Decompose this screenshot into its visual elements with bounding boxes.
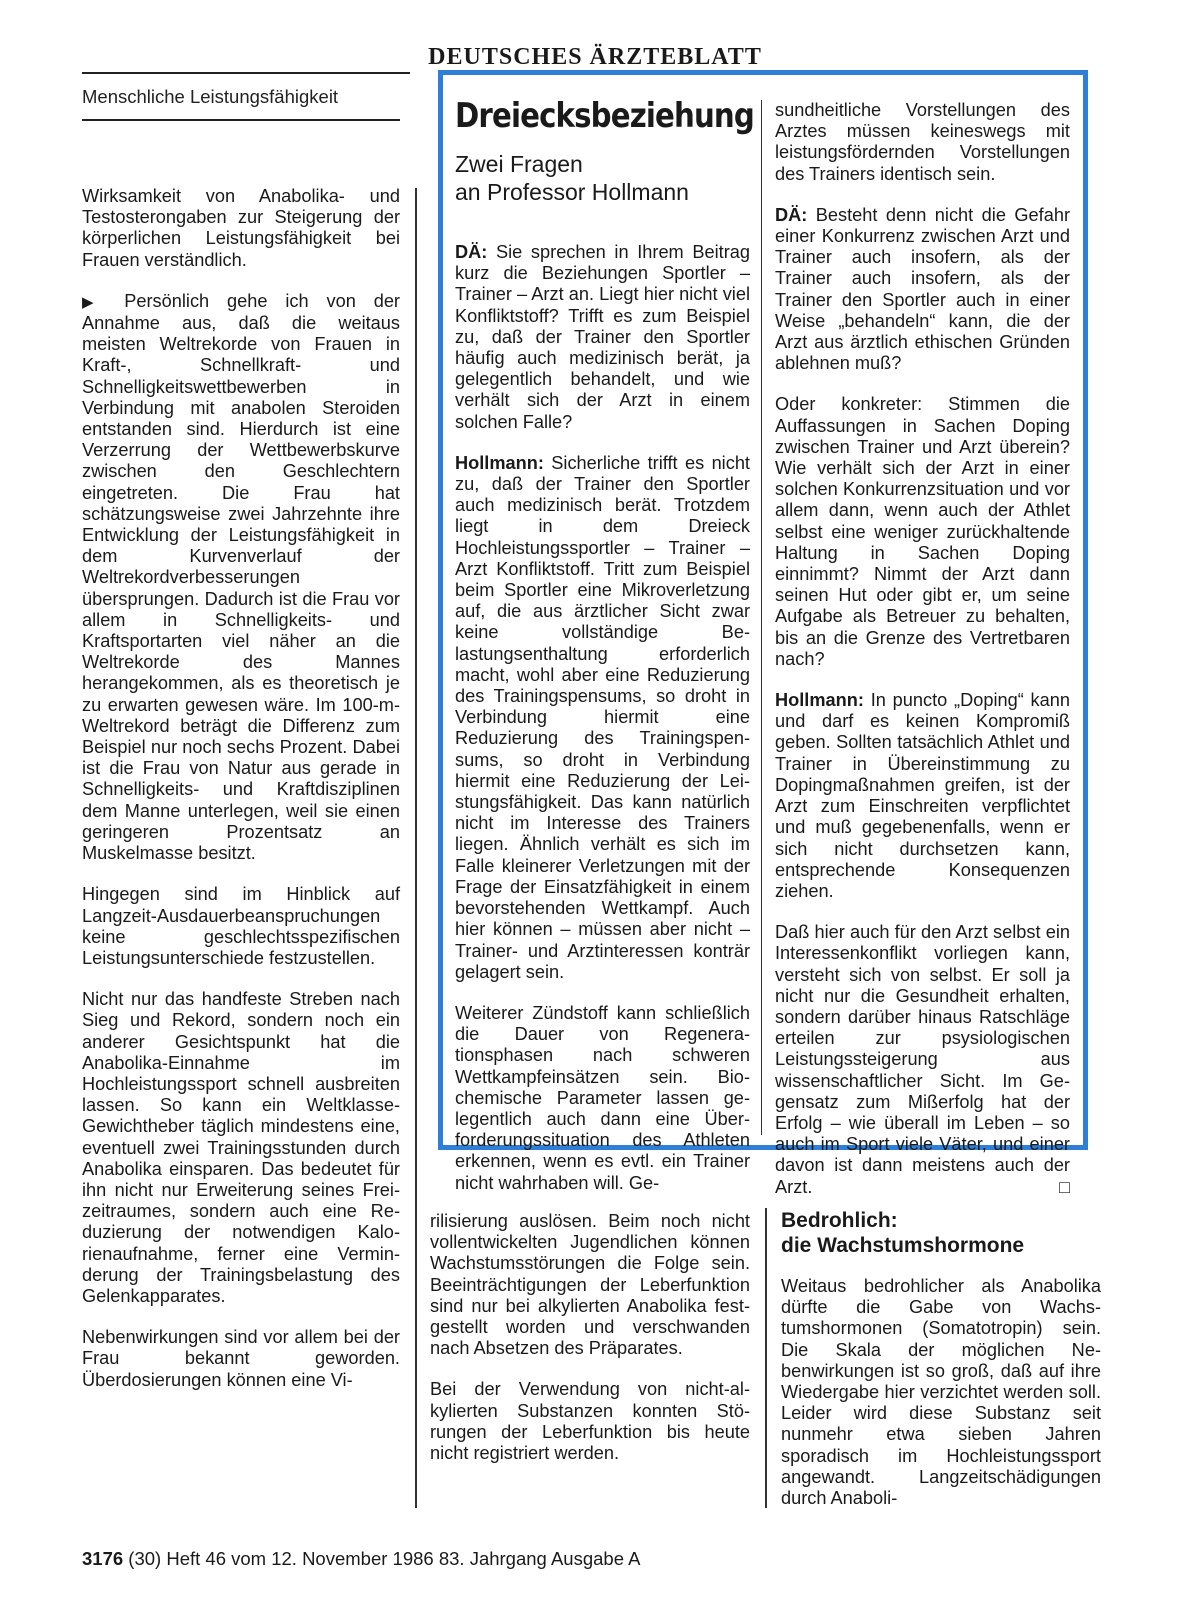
paragraph: Bei der Verwendung von nicht-alkylierten Substanzen konnten Störungen der Leberfunktion bis heute nicht registriert werden. — [430, 1379, 750, 1464]
question-paragraph: Oder konkreter: Stimmen die Auffassungen in Sachen Doping zwischen Trainer und Arzt überein? Wie verhält sich der Arzt in einer solchen Konkurrenzsituation und vor allem dann, wenn auch der Athlet selbst eine weniger zurückhaltende Haltung in Sachen Doping einnimmt? Nimmt der Arzt dann seinen Hut oder gibt er, um seine Aufgabe als Betreuer zu behalten, bis an die Grenze des Vertretbaren nach? — [775, 394, 1070, 669]
paragraph: Nebenwirkungen sind vor allem bei der Frau bekannt geworden. Überdosierungen können eine Vi- — [82, 1327, 400, 1390]
speaker-label: DÄ: — [775, 204, 808, 225]
article-column-1 — [82, 186, 400, 1391]
speaker-label: Hollmann: — [455, 452, 544, 473]
box-subheading-line: an Professor Hollmann — [455, 179, 689, 205]
question-paragraph — [455, 242, 750, 433]
question-text: Besteht denn nicht die Gefahr einer Konkurrenz zwischen Arzt und Trainer auch insofern, als der Trainer auch insofern, als der Trainer den Sportler auch in einer Weise „behandeln“ kann, die der Arzt aus ärztlich ethischen Gründen ablehnen muß? — [775, 204, 1070, 374]
article-column-2 — [430, 1211, 750, 1464]
page-footer — [82, 1548, 640, 1570]
subheading-line: die Wachstumshormone — [781, 1234, 1025, 1257]
paragraph: rilisierung auslösen. Beim noch nicht vollentwickelten Jugendlichen können Wachstumsstörungen die Folge sein. Beeinträchtigungen der Leberfunktion sind nur bei alkylierten Anabolika festgestellt worden und verschwanden nach Absetzen des Präparates. — [430, 1211, 750, 1359]
paragraph-text: Persönlich gehe ich von der Annahme aus, daß die weitaus meisten Weltrekorde von Frauen in Kraft-, Schnellkraft- und Schnelligkeitswettbewerben in Verbindung mit anabolen Steroiden entstanden sind. Hierdurch ist eine Verzerrung der Wettbewerbskurve zwischen den Geschlechtern eingetreten. Die Frau hat schätzungsweise zwei Jahrzehnte ihre Entwicklung der Leistungsfähigkeit in dem Kurvenverlauf der Weltrekordverbesserungen übersprungen. Dadurch ist die Frau vor allem in Schnelligkeits- und Kraftsportarten viel näher an die Weltrekorde des Mannes herangekommen, als es theoretisch je zu erwarten gewesen wäre. Im 100-m-Weltrekord beträgt die Differenz zum Beispiel nur noch sechs Prozent. Dabei ist die Frau von Natur aus gerade in Schnelligkeits- und Kraftdisziplinen dem Manne unterlegen, weil sie einen geringeren Prozentsatz an Muskelmasse besitzt. — [82, 290, 400, 864]
paragraph: Hingegen sind im Hinblick auf Langzeit-Ausdauerbeanspruchungen keine geschlechtsspezifischen Leistungsunterschiede festzustellen. — [82, 884, 400, 968]
box-column-right — [775, 100, 1070, 1198]
paragraph: Weitaus bedrohlicher als Anabolika dürfte die Gabe von Wachstumshormonen (Somatotropin) sein. Die Skala der möglichen Nebenwirkungen ist so groß, daß auf ihre Wiedergabe hier verzichtet werden soll. Leider wird diese Substanz seit nunmehr etwa sieben Jahren sporadisch im Hochleistungssport angewandt. Langzeitschädigungen durch Anaboli- — [781, 1276, 1101, 1509]
column-divider — [415, 188, 417, 1508]
box-subheading-line: Zwei Fragen — [455, 151, 583, 177]
box-heading: Dreiecksbeziehung — [455, 96, 754, 136]
article-column-3 — [781, 1276, 1101, 1509]
footer-text: (30) Heft 46 vom 12. November 1986 83. Jahrgang Ausgabe A — [128, 1548, 641, 1569]
column-divider — [765, 1208, 767, 1508]
paragraph: Nicht nur das handfeste Streben nach Sieg und Rekord, sondern noch ein anderer Gesichtspunkt hat die Anabolika-Einnahme im Hochleistungssport schnell ausbreiten lassen. So kann ein Weltklasse-Gewichtheber täglich mindestens eine, eventuell zwei Trainingsstunden durch Anabolika einsparen. Das bedeutet für ihn nicht nur Erweiterung seines Freizeitraumes, sondern auch eine Reduzierung der notwendigen Kalorienaufnahme, ferner eine Verminderung der Trainingsbelastung des Gelenkapparates. — [82, 989, 400, 1306]
answer-paragraph — [775, 922, 1070, 1198]
answer-paragraph: Weiterer Zündstoff kann schließlich die Dauer von Regenerationsphasen nach schweren Wettkampfeinsätzen sein. Biochemische Parameter lassen gelegentlich auch dann eine Überforderungssituation des Athleten erkennen, wenn es evtl. ein Trainer nicht wahrhaben will. Ge- — [455, 1002, 750, 1193]
paragraph: Wirksamkeit von Anabolika- und Testosterongaben zur Steigerung der körperlichen Leistungsfähigkeit bei Frauen verständlich. — [82, 186, 400, 270]
paragraph — [82, 291, 400, 864]
section-rule — [82, 119, 400, 121]
masthead: DEUTSCHES ÄRZTEBLATT — [428, 44, 762, 70]
masthead-rule — [82, 72, 410, 74]
end-mark-icon: □ — [1059, 1176, 1070, 1197]
speaker-label: Hollmann: — [775, 690, 864, 711]
subheading-line: Bedrohlich: — [781, 1209, 898, 1232]
answer-text: In puncto „Doping“ kann und darf es keinen Kompromiß geben. Sollten tatsächlich Athlet und Trainer in Übereinstimmung zu Dopingmaßnahmen greifen, ist der Arzt zum Einschreiten verpflichtet und muß gegebenenfalls, wenn er sich nicht durchsetzen kann, entsprechende Konsequenzen ziehen. — [775, 690, 1070, 901]
box-column-divider — [761, 100, 762, 1135]
arrow-right-icon: ▶ — [82, 293, 107, 311]
speaker-label: DÄ: — [455, 242, 488, 262]
section-title: Menschliche Leistungsfähigkeit — [82, 86, 339, 107]
section-subheading — [781, 1208, 1101, 1258]
answer-paragraph — [455, 453, 750, 983]
answer-text: Sicherliche trifft es nicht zu, daß der Trainer den Sportler auch medizinisch berät. Trotzdem liegt in dem Dreieck Hochleistungssportler – Trainer – Arzt Konfliktstoff. Tritt zum Beispiel beim Sportler eine Mikroverletzung auf, die aus ärztlicher Sicht zwar keine vollständige Belastungsenthaltung erforderlich macht, wohl aber eine Reduzierung des Trainingspensums, so droht in Verbindung hiermit eine Reduzierung des Trainingspensums, so droht in Verbindung hiermit eine Reduzierung der Leistungsfähigkeit. Das kann natürlich nicht im Interesse des Trainers liegen. Ähnlich verhält es sich im Falle kleinerer Verletzungen mit der Frage der Einsatzfähigkeit in einem bevorstehenden Wettkampf. Auch hier können – müssen aber nicht – Trainer- und Arztinteressen konträr gelagert sein. — [455, 452, 750, 982]
box-column-left — [455, 242, 750, 1194]
answer-paragraph: sundheitliche Vorstellungen des Arztes müssen keineswegs mit leistungsfördernden Vorstellungen des Trainers identisch sein. — [775, 100, 1070, 184]
answer-text: Daß hier auch für den Arzt selbst ein Interessenkonflikt vorliegen kann, versteht sich von selbst. Er soll ja nicht nur die Gesundheit erhalten, sondern darüber hinaus Ratschläge erteilen zur psysiologischen Leistungssteigerung aus wissenschaftlicher Sicht. Im Gegensatz zum Mißerfolg hat der Erfolg – wie überall im Leben – so auch im Sport viele Väter, und einer davon ist dann meistens auch der Arzt. — [775, 922, 1070, 1197]
answer-paragraph — [775, 690, 1070, 902]
page-number: 3176 — [82, 1548, 124, 1569]
box-subheading — [455, 150, 755, 206]
question-text: Sie sprechen in Ihrem Beitrag kurz die Beziehungen Sportler – Trainer – Arzt an. Liegt hier nicht viel Konfliktstoff? Trifft es zum Beispiel zu, daß der Trainer den Sportler häufig auch medizinisch berät, ja gelegentlich behandelt, und wie verhält sich der Arzt in einem solchen Falle? — [455, 242, 750, 432]
question-paragraph — [775, 205, 1070, 375]
